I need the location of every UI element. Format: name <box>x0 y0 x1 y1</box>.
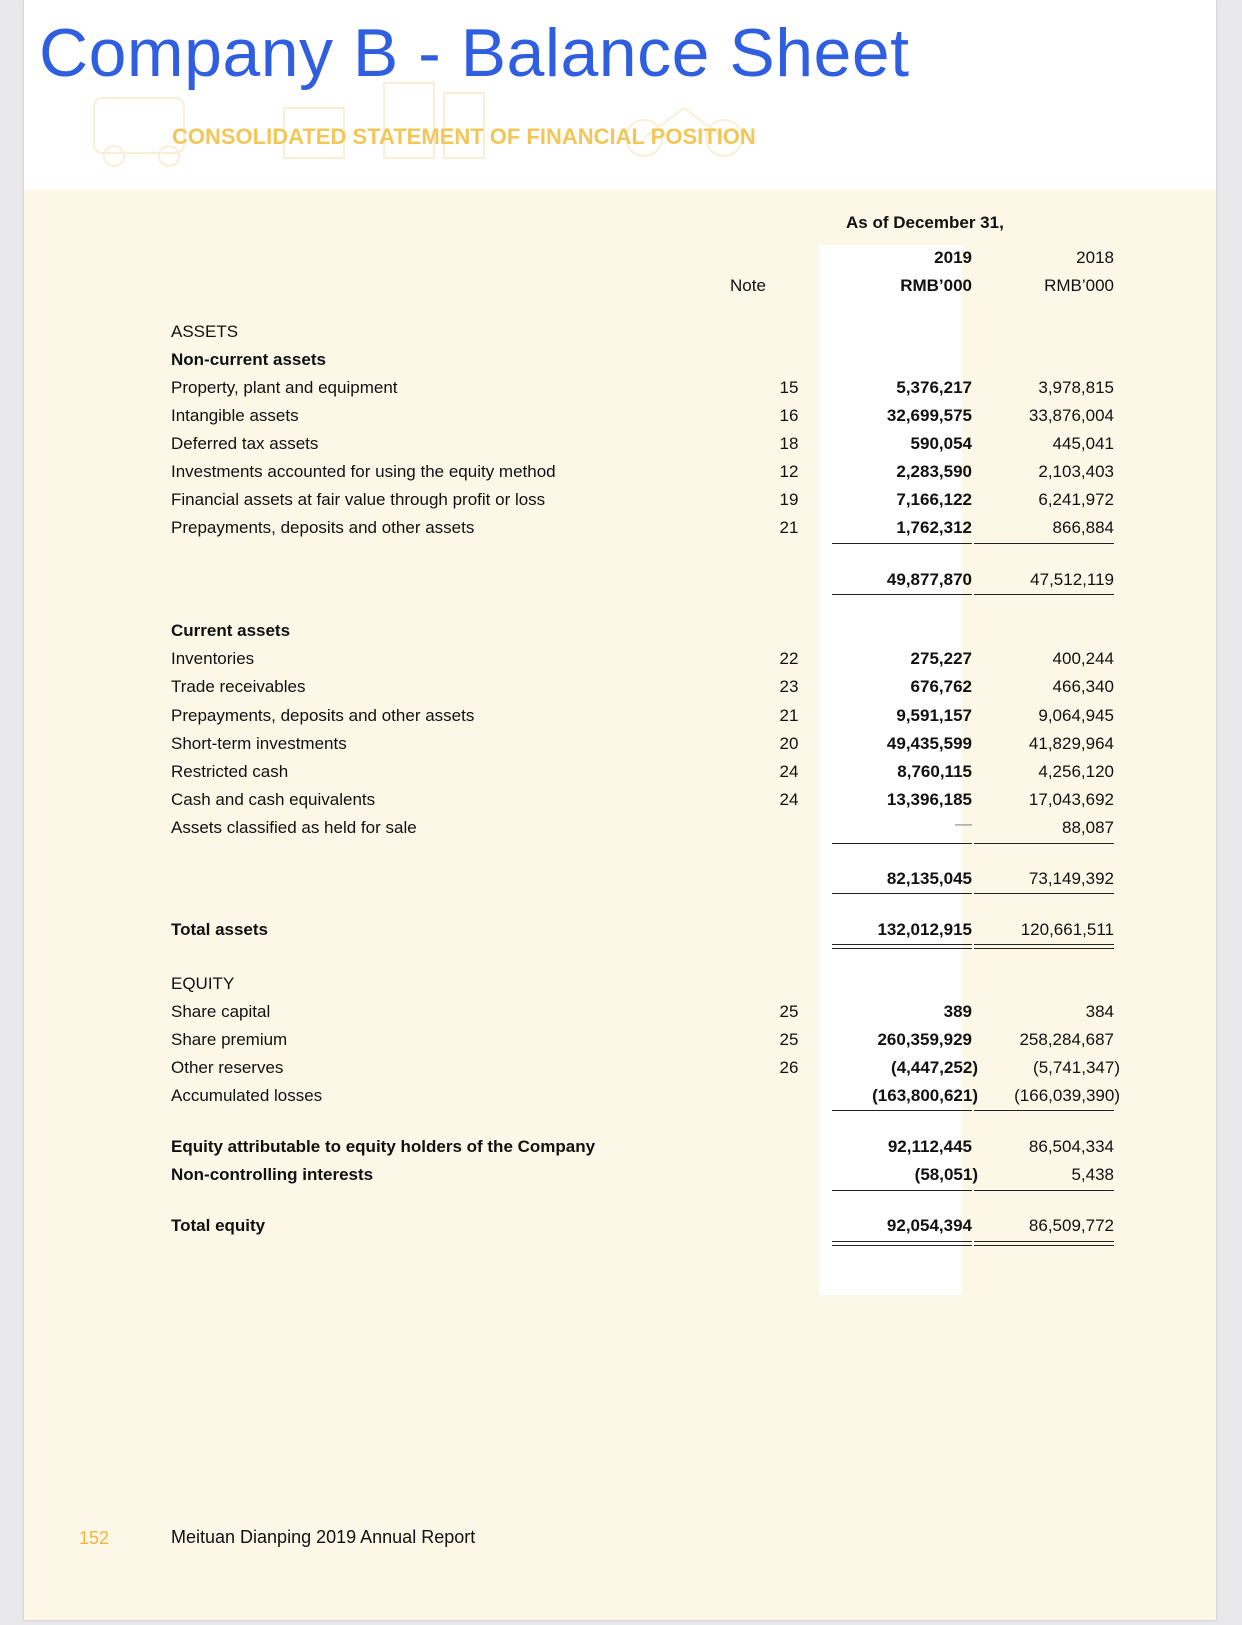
row-note: 20 <box>779 734 799 753</box>
nci-2018: 5,438 <box>1071 1165 1114 1184</box>
value-2018: 445,041 <box>1052 434 1114 453</box>
value-2019: 676,762 <box>910 677 972 696</box>
current-subtotal-2018: 73,149,392 <box>1028 869 1114 888</box>
row-label: Trade receivables <box>171 677 306 696</box>
row-label: Short-term investments <box>171 734 347 753</box>
value-2019: 13,396,185 <box>886 790 972 809</box>
value-2019: 590,054 <box>910 434 972 453</box>
document-title: Company B - Balance Sheet <box>39 15 910 91</box>
value-2018: 400,244 <box>1052 649 1114 668</box>
document-page <box>24 0 1216 1620</box>
section-equity: EQUITY <box>171 974 235 993</box>
value-2019: 260,359,929 <box>877 1030 972 1049</box>
unit-2019-header: RMB’000 <box>900 276 972 295</box>
as-of-header: As of December 31, <box>846 213 1004 232</box>
subtotal-rule <box>974 893 1114 894</box>
total-assets-label: Total assets <box>171 920 269 939</box>
value-2018: 88,087 <box>1062 818 1114 837</box>
nci-label: Non-controlling interests <box>171 1165 374 1184</box>
value-2018: 866,884 <box>1052 518 1114 537</box>
subtotal-rule <box>974 843 1114 844</box>
total-double-rule <box>974 944 1114 949</box>
row-note: 24 <box>779 762 799 781</box>
subtotal-rule <box>832 893 972 894</box>
total-assets-2018: 120,661,511 <box>1020 920 1114 939</box>
row-note: 23 <box>779 677 799 696</box>
value-2019: (163,800,621) <box>872 1086 978 1105</box>
report-footer: Meituan Dianping 2019 Annual Report <box>171 1527 476 1547</box>
section-assets: ASSETS <box>171 322 239 341</box>
value-2019: — <box>955 814 972 833</box>
row-note: 15 <box>779 378 799 397</box>
value-2019: 8,760,115 <box>897 762 972 781</box>
row-label: Share premium <box>171 1030 288 1049</box>
value-2018: (166,039,390) <box>1014 1086 1120 1105</box>
statement-subtitle: CONSOLIDATED STATEMENT OF FINANCIAL POSITION <box>172 124 756 149</box>
row-note: 25 <box>779 1002 799 1021</box>
row-note: 24 <box>779 790 799 809</box>
row-label: Prepayments, deposits and other assets <box>171 518 475 537</box>
noncurrent-subtotal-2019: 49,877,870 <box>886 570 972 589</box>
total-assets-2019: 132,012,915 <box>877 920 972 939</box>
value-2018: 6,241,972 <box>1038 490 1114 509</box>
row-note: 19 <box>779 490 799 509</box>
value-2018: 4,256,120 <box>1038 762 1114 781</box>
subtotal-rule <box>832 843 972 844</box>
equity-attributable-label: Equity attributable to equity holders of the Company <box>171 1137 596 1156</box>
row-label: Cash and cash equivalents <box>171 790 376 809</box>
value-2018: 17,043,692 <box>1028 790 1114 809</box>
row-label: Inventories <box>171 649 255 668</box>
row-label: Accumulated losses <box>171 1086 323 1105</box>
total-double-rule <box>974 1241 1114 1246</box>
value-2018: 384 <box>1085 1002 1114 1021</box>
total-equity-2018: 86,509,772 <box>1028 1216 1114 1235</box>
value-2019: 389 <box>943 1002 972 1021</box>
value-2019: 275,227 <box>910 649 972 668</box>
page-number: 152 <box>79 1528 110 1548</box>
total-equity-label: Total equity <box>171 1216 266 1235</box>
statement-body <box>24 190 1216 1620</box>
row-label: Deferred tax assets <box>171 434 319 453</box>
row-label: Property, plant and equipment <box>171 378 398 397</box>
equity-attributable-2019: 92,112,445 <box>887 1137 972 1156</box>
value-2019: 5,376,217 <box>896 378 972 397</box>
note-header: Note <box>730 276 766 295</box>
value-2019: 49,435,599 <box>886 734 972 753</box>
row-note: 25 <box>779 1030 799 1049</box>
value-2019: 9,591,157 <box>896 706 972 725</box>
section-non-current-assets: Non-current assets <box>171 350 326 369</box>
year-2019-header: 2019 <box>934 248 972 267</box>
row-note: 18 <box>779 434 799 453</box>
value-2018: 3,978,815 <box>1038 378 1114 397</box>
equity-attributable-2018: 86,504,334 <box>1028 1137 1114 1156</box>
row-note: 26 <box>779 1058 799 1077</box>
value-2018: 2,103,403 <box>1038 462 1114 481</box>
value-2018: 258,284,687 <box>1019 1030 1114 1049</box>
value-2018: 33,876,004 <box>1028 406 1114 425</box>
subtotal-rule <box>974 543 1114 544</box>
row-label: Restricted cash <box>171 762 289 781</box>
value-2019: 2,283,590 <box>896 462 972 481</box>
nci-2019: (58,051) <box>914 1165 978 1184</box>
value-2019: 32,699,575 <box>886 406 972 425</box>
total-double-rule <box>832 944 972 949</box>
value-2018: (5,741,347) <box>1033 1058 1120 1077</box>
subtotal-rule <box>832 1190 972 1191</box>
row-note: 22 <box>779 649 799 668</box>
value-2018: 9,064,945 <box>1038 706 1114 725</box>
row-note: 21 <box>779 706 799 725</box>
current-subtotal-2019: 82,135,045 <box>886 869 972 888</box>
row-label: Assets classified as held for sale <box>171 818 417 837</box>
subtotal-rule <box>832 543 972 544</box>
value-2018: 41,829,964 <box>1028 734 1114 753</box>
row-label: Intangible assets <box>171 406 299 425</box>
row-label: Financial assets at fair value through profit or loss <box>171 490 546 509</box>
row-label: Other reserves <box>171 1058 284 1077</box>
year-2018-header: 2018 <box>1076 248 1114 267</box>
subtotal-rule <box>832 594 972 595</box>
total-equity-2019: 92,054,394 <box>886 1216 972 1235</box>
row-label: Prepayments, deposits and other assets <box>171 706 475 725</box>
unit-2018-header: RMB’000 <box>1044 276 1114 295</box>
row-note: 16 <box>779 406 799 425</box>
value-2019: 7,166,122 <box>896 490 972 509</box>
subtotal-rule <box>974 594 1114 595</box>
value-2018: 466,340 <box>1052 677 1114 696</box>
total-double-rule <box>832 1241 972 1246</box>
row-note: 12 <box>779 462 799 481</box>
row-label: Share capital <box>171 1002 271 1021</box>
value-2019: (4,447,252) <box>891 1058 978 1077</box>
value-2019: 1,762,312 <box>896 518 972 537</box>
subtotal-rule <box>974 1110 1114 1111</box>
subtotal-rule <box>974 1190 1114 1191</box>
subtotal-rule <box>832 1110 972 1111</box>
row-label: Investments accounted for using the equity method <box>171 462 556 481</box>
row-note: 21 <box>779 518 799 537</box>
noncurrent-subtotal-2018: 47,512,119 <box>1030 570 1114 589</box>
section-current-assets: Current assets <box>171 621 291 640</box>
